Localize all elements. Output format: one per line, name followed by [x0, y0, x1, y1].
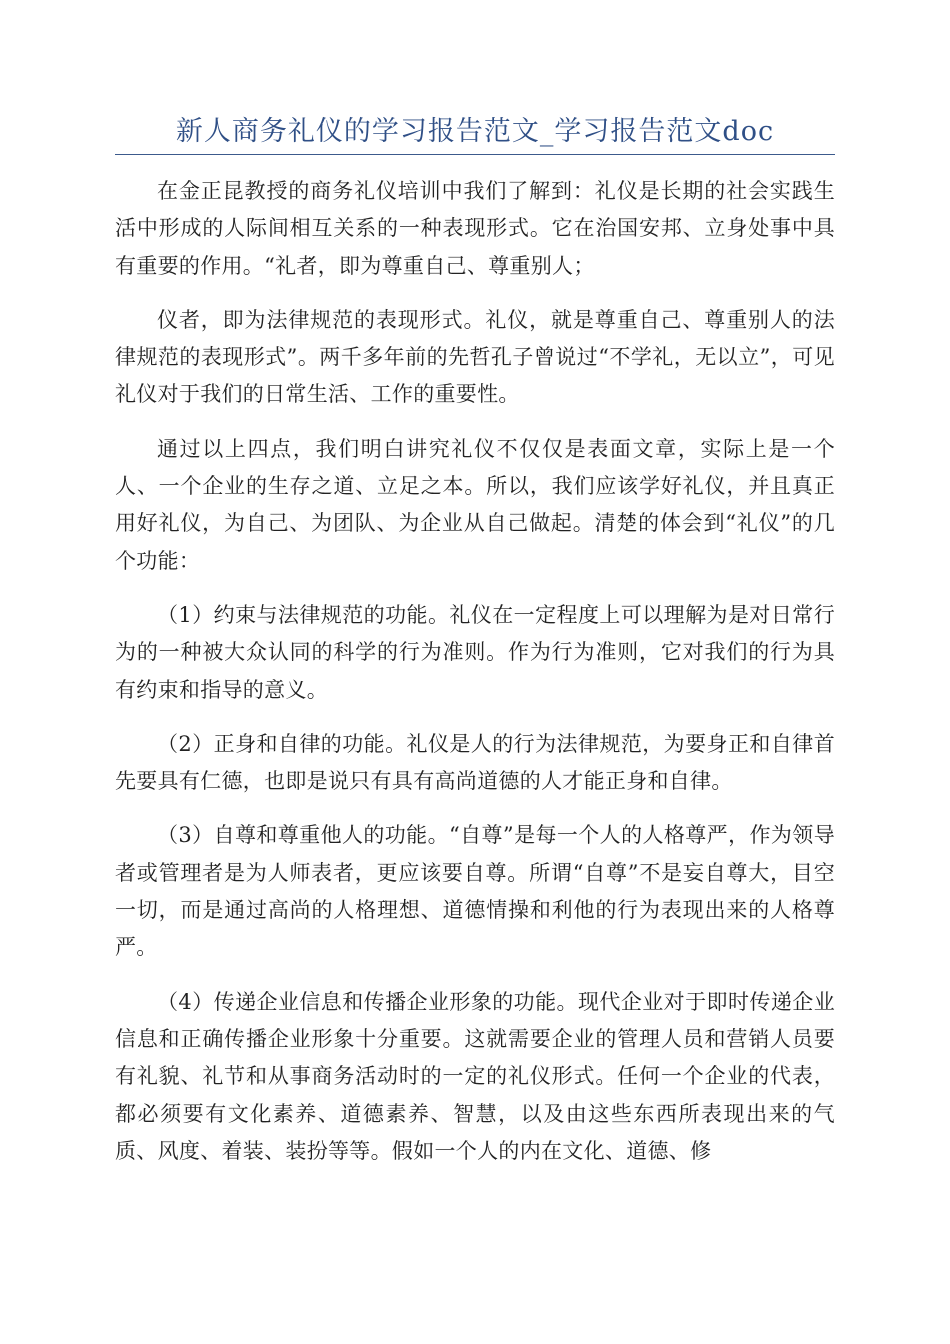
paragraph-4: （1）约束与法律规范的功能。礼仪在一定程度上可以理解为是对日常行为的一种被大众认同的科学的行为准则。作为行为准则，它对我们的行为具有约束和指导的意义。 — [115, 602, 835, 702]
paragraph-1: 在金正昆教授的商务礼仪培训中我们了解到：礼仪是长期的社会实践生活中形成的人际间相互关系的一种表现形式。它在治国安邦、立身处事中具有重要的作用。“礼者，即为尊重自己、尊重别人； — [115, 179, 835, 278]
document-body — [115, 173, 835, 1187]
document-title: 新人商务礼仪的学习报告范文_学习报告范文doc — [175, 116, 775, 147]
paragraph-5: （2）正身和自律的功能。礼仪是人的行为法律规范，为要身正和自律首先要具有仁德，也即是说只有具有高尚道德的人才能正身和自律。 — [115, 731, 835, 794]
paragraph-3: 通过以上四点，我们明白讲究礼仪不仅仅是表面文章，实际上是一个人、一个企业的生存之道、立足之本。所以，我们应该学好礼仪，并且真正用好礼仪，为自己、为团队、为企业从自己做起。清楚的体会到“礼仪”的几个功能： — [115, 436, 835, 573]
paragraph-6: （3）自尊和尊重他人的功能。“自尊”是每一个人的人格尊严，作为领导者或管理者是为人师表者，更应该要自尊。所谓“自尊”不是妄自尊大，目空一切，而是通过高尚的人格理想、道德情操和利他的行为表现出来的人格尊严。 — [115, 823, 835, 960]
title-block — [115, 112, 835, 155]
paragraph-2: 仪者，即为法律规范的表现形式。礼仪，就是尊重自己、尊重别人的法律规范的表现形式”。两千多年前的先哲孔子曾说过“不学礼，无以立”，可见礼仪对于我们的日常生活、工作的重要性。 — [115, 307, 835, 407]
paragraph-7: （4）传递企业信息和传播企业形象的功能。现代企业对于即时传递企业信息和正确传播企业形象十分重要。这就需要企业的管理人员和营销人员要有礼貌、礼节和从事商务活动时的一定的礼仪形式。任何一个企业的代表，都必须要有文化素养、道德素养、智慧，以及由这些东西所表现出来的气质、风度、着装、装扮等等。假如一个人的内在文化、道德、修 — [115, 989, 835, 1163]
